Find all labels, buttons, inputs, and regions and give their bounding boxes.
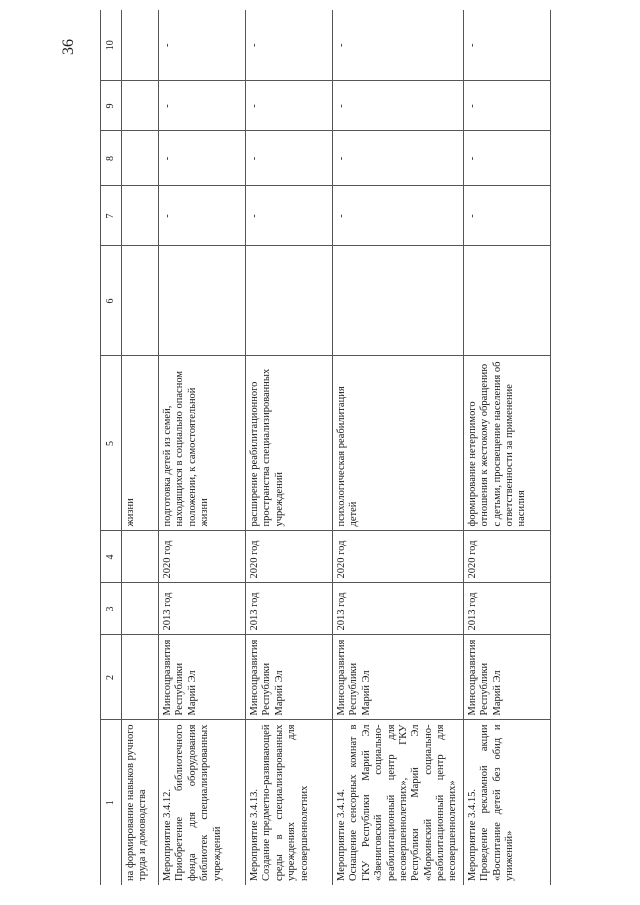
indicator-cell (463, 246, 550, 356)
measure-description: Создание предметно-развивающей среды в специализированных учреждениях для несовершеннолетних (261, 724, 310, 881)
executor-cell: Минсоцразвития Республики Марий Эл (159, 635, 246, 720)
measure-cell (159, 720, 246, 885)
measure-title: Мероприятие 3.4.12. (162, 788, 173, 881)
measures-table (100, 10, 551, 885)
result-cell: жизни (122, 356, 159, 531)
indicator-cell: - (159, 186, 246, 246)
measure-title: Мероприятие 3.4.14. (336, 788, 347, 881)
start-year-cell: 2013 год (463, 583, 550, 635)
result-cell: формирование нетерпимого отношения к жестокому обращению с детьми, просвещение населения об ответственности за применение насилия (463, 356, 550, 531)
column-number-cell: 8 (101, 131, 122, 186)
table-row (246, 10, 333, 885)
indicator-cell (122, 81, 159, 131)
indicator-cell: - (333, 131, 464, 186)
column-number-cell: 7 (101, 186, 122, 246)
indicator-cell (333, 246, 464, 356)
measure-title: Мероприятие 3.4.13. (249, 788, 260, 881)
end-year-cell: 2020 год (246, 531, 333, 583)
column-number-cell: 9 (101, 81, 122, 131)
indicator-cell: - (463, 81, 550, 131)
measure-cell (333, 720, 464, 885)
table-row (159, 10, 246, 885)
end-year-cell (122, 531, 159, 583)
executor-cell: Минсоцразвития Республики Марий Эл (463, 635, 550, 720)
column-number-cell: 4 (101, 531, 122, 583)
result-cell: расширение реабилитационного пространства специализированных учреждений (246, 356, 333, 531)
result-cell: подготовка детей из семей, находящихся в социально опасном положении, к самостоятельной жизни (159, 356, 246, 531)
indicator-cell: - (159, 10, 246, 81)
table-row (333, 10, 464, 885)
indicator-cell: - (463, 10, 550, 81)
column-number-cell: 5 (101, 356, 122, 531)
indicator-cell: - (246, 131, 333, 186)
indicator-cell (122, 186, 159, 246)
start-year-cell: 2013 год (159, 583, 246, 635)
measure-cell (463, 720, 550, 885)
end-year-cell: 2020 год (463, 531, 550, 583)
measure-description: Оснащение сенсорных комнат в ГКУ Республики Марий Эл «Звениговский социально-реабилитационный центр для несовершеннолетних», ГКУ Республики Марий Эл «Моркинский социально-реабилитационный центр для несовершеннолетних» (348, 724, 459, 881)
indicator-cell: - (333, 186, 464, 246)
measure-description: Проведение рекламной акции «Воспитание детей без обид и унижений» (479, 724, 515, 881)
end-year-cell: 2020 год (159, 531, 246, 583)
indicator-cell: - (159, 131, 246, 186)
measure-cell (246, 720, 333, 885)
indicator-cell: - (333, 10, 464, 81)
measure-description: на формирование навыков ручного труда и домоводства (125, 724, 149, 881)
indicator-cell: - (159, 81, 246, 131)
column-number-cell: 10 (101, 10, 122, 81)
measure-title: Мероприятие 3.4.15. (466, 788, 478, 881)
indicator-cell (159, 246, 246, 356)
executor-cell: Минсоцразвития Республики Марий Эл (246, 635, 333, 720)
page-number: 36 (60, 39, 77, 55)
indicator-cell: - (246, 81, 333, 131)
column-number-cell: 2 (101, 635, 122, 720)
indicator-cell (122, 246, 159, 356)
measure-description: Приобретение библиотечного фонда для оборудования библиотек специализированных учреждений (174, 724, 223, 881)
column-number-cell: 3 (101, 583, 122, 635)
end-year-cell: 2020 год (333, 531, 464, 583)
executor-cell (122, 635, 159, 720)
indicator-cell (122, 131, 159, 186)
table-row (463, 10, 550, 885)
indicator-cell: - (333, 81, 464, 131)
measure-cell (122, 720, 159, 885)
indicator-cell: - (246, 10, 333, 81)
column-number-row (101, 10, 122, 885)
executor-cell: Минсоцразвития Республики Марий Эл (333, 635, 464, 720)
indicator-cell: - (246, 186, 333, 246)
column-number-cell: 1 (101, 720, 122, 885)
indicator-cell: - (463, 186, 550, 246)
table-row (122, 10, 159, 885)
result-cell: психологическая реабилитация детей (333, 356, 464, 531)
column-number-cell: 6 (101, 246, 122, 356)
indicator-cell: - (463, 131, 550, 186)
indicator-cell (122, 10, 159, 81)
start-year-cell: 2013 год (246, 583, 333, 635)
indicator-cell (246, 246, 333, 356)
start-year-cell (122, 583, 159, 635)
start-year-cell: 2013 год (333, 583, 464, 635)
